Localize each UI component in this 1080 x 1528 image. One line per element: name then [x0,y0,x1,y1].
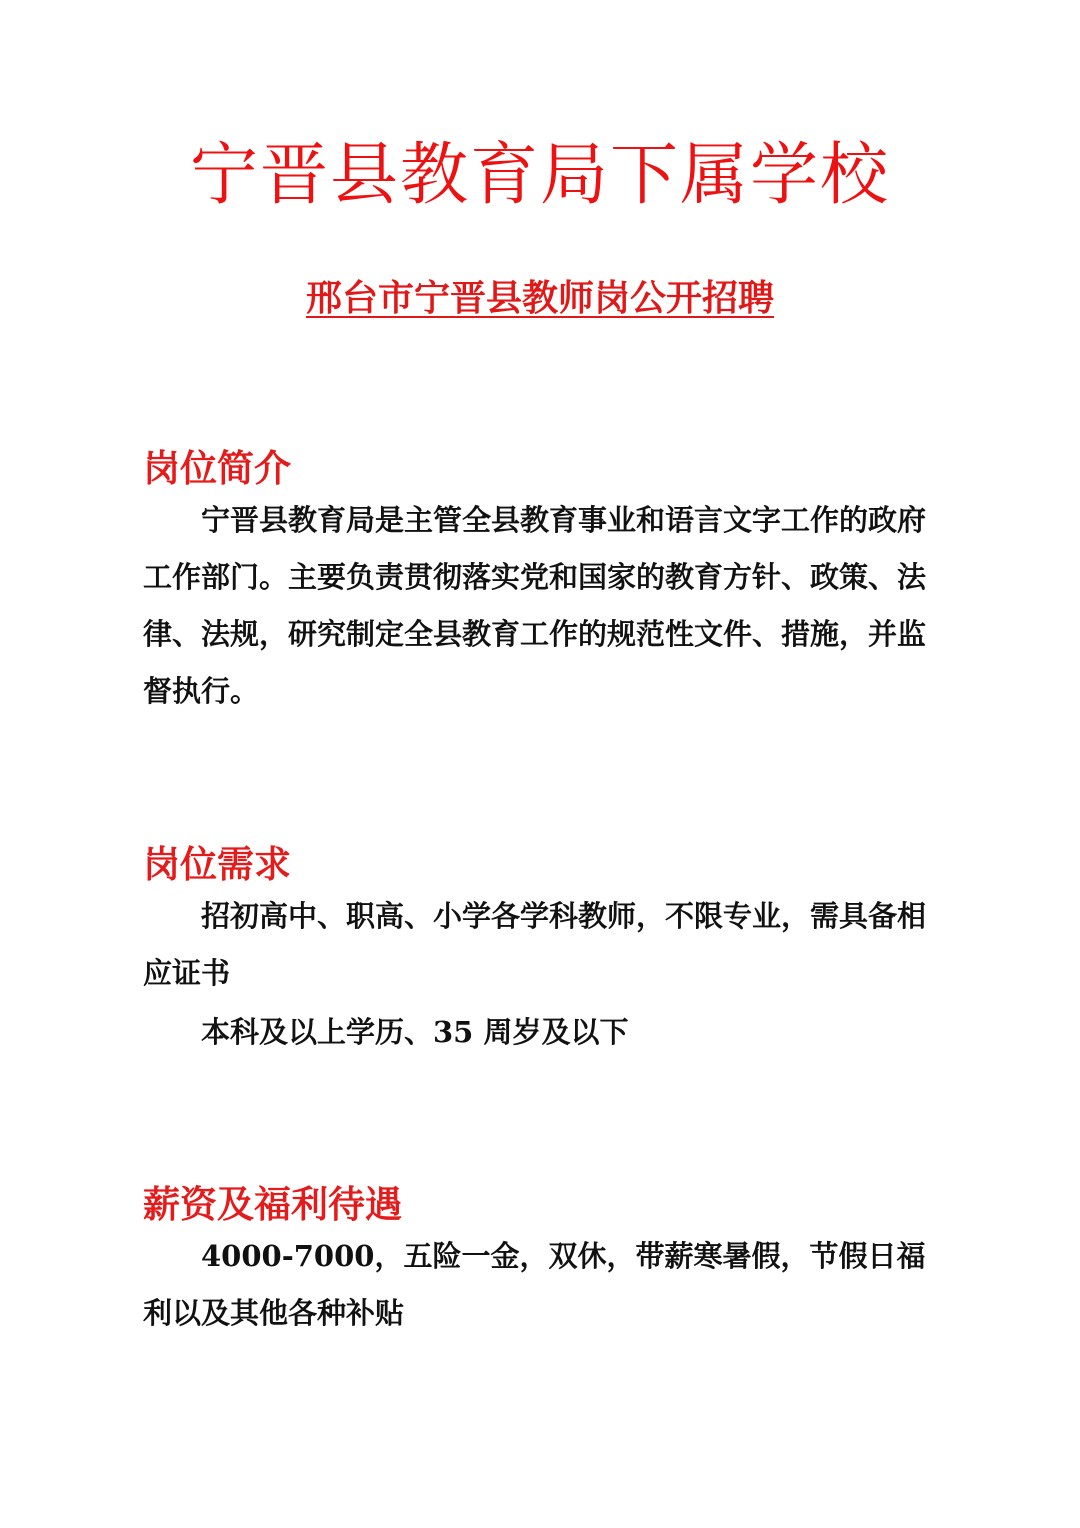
page-title: 宁晋县教育局下属学校 [189,136,890,215]
section-heading-requirements: 岗位需求 [143,842,291,886]
section-job-requirements [143,842,943,1061]
section-salary-benefits [143,1182,943,1342]
salary-paragraph: 4000-7000，五险一金，双休，带薪寒暑假，节假日福利以及其他各种补贴 [143,1239,926,1330]
requirements-paragraph-2: 本科及以上学历、35 周岁及以下 [201,1015,629,1049]
requirements-paragraph-1: 招初高中、职高、小学各学科教师，不限专业，需具备相应证书 [143,899,927,990]
section-job-intro [143,446,943,720]
section-heading-salary: 薪资及福利待遇 [143,1182,402,1226]
subtitle-text: 邢台市宁晋县教师岗公开招聘 [305,277,774,319]
intro-paragraph: 宁晋县教育局是主管全县教育事业和语言文字工作的政府工作部门。主要负责贯彻落实党和国家的教育方针、政策、法律、法规，研究制定全县教育工作的规范性文件、措施，并监督执行。 [143,503,927,708]
section-heading-intro: 岗位简介 [143,446,291,490]
subtitle [0,276,1080,320]
